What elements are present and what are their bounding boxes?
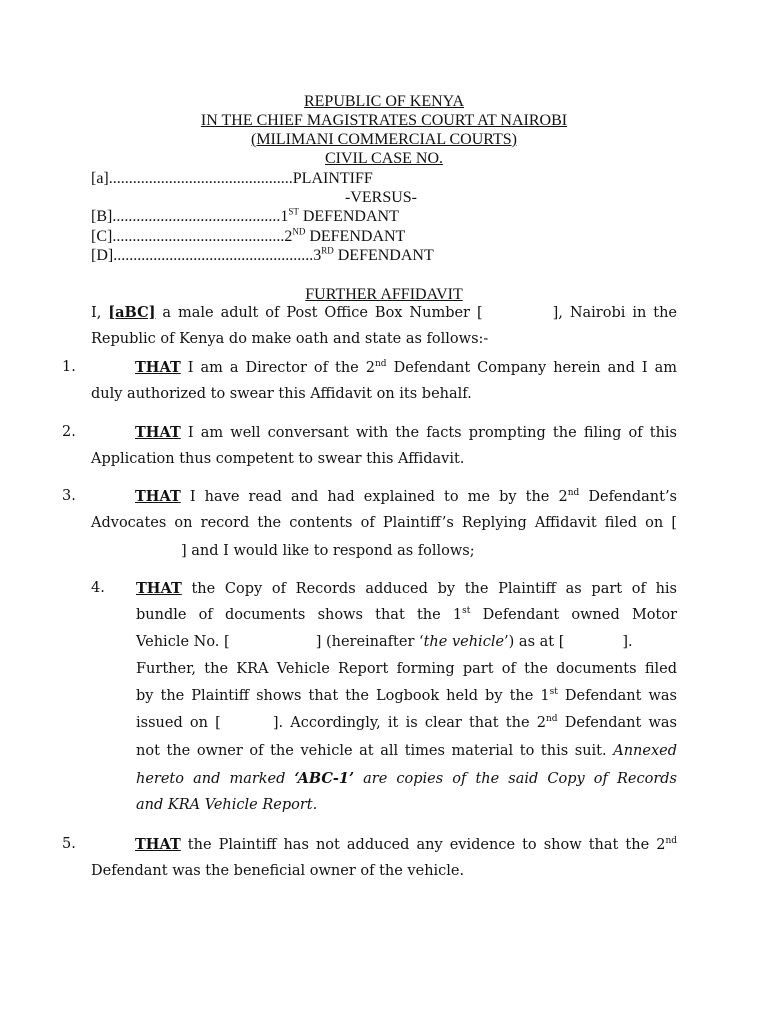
- that-keyword: THAT: [135, 836, 181, 853]
- defendant3-ordinal-sup: RD: [321, 245, 334, 256]
- paragraph-text: Defendant was: [557, 715, 677, 731]
- ordinal-sup: nd: [665, 836, 677, 847]
- paragraph-3-line-1: [91, 488, 677, 505]
- paragraph-text: not the owner of the vehicle at all times material to this suit.: [136, 743, 614, 759]
- paragraph-number: 5.: [62, 836, 76, 852]
- defendant1-ordinal-sup: ST: [288, 206, 299, 217]
- defendant3-dots: ..................................................: [113, 247, 314, 264]
- paragraph-text: ]. Accordingly, it is clear that the 2: [272, 715, 546, 731]
- paragraph-text: ’) as at [: [504, 634, 565, 650]
- ordinal-sup: st: [462, 606, 471, 617]
- paragraph-4-line-4: Further, the KRA Vehicle Report forming part of the documents filed: [136, 661, 677, 677]
- paragraph-2-line-1: [91, 424, 677, 441]
- that-keyword: THAT: [135, 488, 181, 505]
- paragraph-4-line-7: [136, 743, 677, 759]
- paragraph-4-line-3: [136, 634, 633, 650]
- paragraph-1-line-2: duly authorized to swear this Affidavit on its behalf.: [91, 386, 472, 402]
- annexure-text: are copies of the said Copy of Records: [354, 771, 677, 787]
- affidavit-title: FURTHER AFFIDAVIT: [305, 286, 463, 303]
- paragraph-3-line-2: Advocates on record the contents of Plaintiff’s Replying Affidavit filed on [: [91, 515, 677, 531]
- defendant1-line: [91, 208, 399, 226]
- paragraph-4-line-8: [136, 770, 677, 787]
- annexure-text: hereto and marked: [136, 771, 295, 787]
- paragraph-text: issued on [: [136, 715, 221, 731]
- defendant2-role: DEFENDANT: [305, 228, 406, 245]
- that-keyword: THAT: [135, 424, 181, 441]
- annexure-text: Annexed: [613, 743, 677, 759]
- ordinal-sup: nd: [567, 488, 580, 499]
- ordinal-sup: st: [549, 687, 558, 698]
- paragraph-text: by the Plaintiff shows that the Logbook held by the 1: [136, 688, 550, 704]
- defendant2-ordinal: 2: [284, 228, 293, 245]
- defendant3-ordinal: 3: [313, 247, 322, 264]
- paragraph-number: 2.: [62, 424, 76, 440]
- paragraph-text: ].: [622, 634, 633, 650]
- paragraph-text: the Plaintiff has not adduced any evidence to show that the 2: [180, 837, 666, 853]
- paragraph-number: 1.: [62, 359, 76, 375]
- paragraph-4-line-9: and KRA Vehicle Report.: [136, 797, 318, 813]
- paragraph-5-line-1: [91, 836, 677, 853]
- paragraph-4-line-6: [136, 715, 677, 731]
- paragraph-number: 3.: [62, 488, 76, 504]
- paragraph-text: Defendant Company herein and I am: [386, 360, 677, 376]
- intro-line-1: [91, 304, 677, 321]
- ordinal-sup: nd: [375, 359, 387, 370]
- paragraph-text: ] (hereinafter ‘: [315, 634, 424, 650]
- paragraph-text: Defendant owned Motor: [470, 607, 678, 623]
- paragraph-text: the Copy of Records adduced by the Plaintiff as part of his: [181, 581, 677, 597]
- paragraph-4-line-1: [136, 580, 677, 597]
- paragraph-2-line-2: Application thus competent to swear this Affidavit.: [91, 451, 465, 467]
- paragraph-text: Defendant’s: [579, 489, 677, 505]
- paragraph-text: I am well conversant with the facts prompting the filing of this: [180, 425, 677, 441]
- paragraph-text: I have read and had explained to me by the 2: [180, 489, 568, 505]
- defendant1-ordinal: 1: [280, 208, 289, 225]
- paragraph-3-line-3: ] and I would like to respond as follows;: [181, 543, 475, 559]
- plaintiff-line: [91, 170, 373, 188]
- paragraph-text: I am a Director of the 2: [180, 360, 375, 376]
- intro-text: a male adult of Post Office Box Number [: [155, 305, 483, 321]
- paragraph-number: 4.: [91, 580, 105, 596]
- paragraph-4-line-5: [136, 688, 677, 704]
- defendant2-dots: ...........................................: [112, 228, 285, 245]
- defendant3-role: DEFENDANT: [333, 247, 434, 264]
- ordinal-sup: nd: [545, 714, 558, 725]
- that-keyword: THAT: [135, 359, 181, 376]
- defendant1-name: [B]: [91, 208, 113, 225]
- intro-line-2: Republic of Kenya do make oath and state as follows:-: [91, 331, 489, 347]
- header-case-no: CIVIL CASE NO.: [324, 150, 444, 167]
- versus-line: -VERSUS-: [345, 189, 418, 206]
- paragraph-text: Vehicle No. [: [136, 634, 230, 650]
- paragraph-1-line-1: [91, 359, 677, 376]
- defendant3-line: [91, 247, 434, 265]
- intro-text: ], Nairobi in the: [552, 305, 677, 321]
- defendant1-dots: ..........................................: [112, 208, 281, 225]
- defendant2-ordinal-sup: ND: [292, 226, 306, 237]
- defendant2-line: [91, 228, 405, 246]
- defendant3-name: [D]: [91, 247, 114, 264]
- defendant1-role: DEFENDANT: [298, 208, 399, 225]
- header-republic: REPUBLIC OF KENYA: [303, 93, 464, 110]
- plaintiff-name: [a]: [91, 170, 109, 187]
- plaintiff-role: PLAINTIFF: [292, 170, 373, 187]
- defendant2-name: [C]: [91, 228, 113, 245]
- header-court: IN THE CHIEF MAGISTRATES COURT AT NAIROBI: [200, 112, 568, 129]
- paragraph-text: bundle of documents shows that the 1: [136, 607, 463, 623]
- paragraph-5-line-2: Defendant was the beneficial owner of the vehicle.: [91, 863, 465, 879]
- defined-term: the vehicle: [423, 634, 505, 650]
- paragraph-4-line-2: [136, 607, 677, 623]
- that-keyword: THAT: [136, 580, 182, 597]
- intro-text: I,: [91, 305, 109, 321]
- plaintiff-dots: ..............................................: [108, 170, 293, 187]
- paragraph-text: Defendant was: [557, 688, 677, 704]
- deponent-name: [aBC]: [108, 304, 156, 321]
- header-division: (MILIMANI COMMERCIAL COURTS): [251, 131, 517, 148]
- annexure-mark: ‘ABC-1’: [294, 770, 355, 787]
